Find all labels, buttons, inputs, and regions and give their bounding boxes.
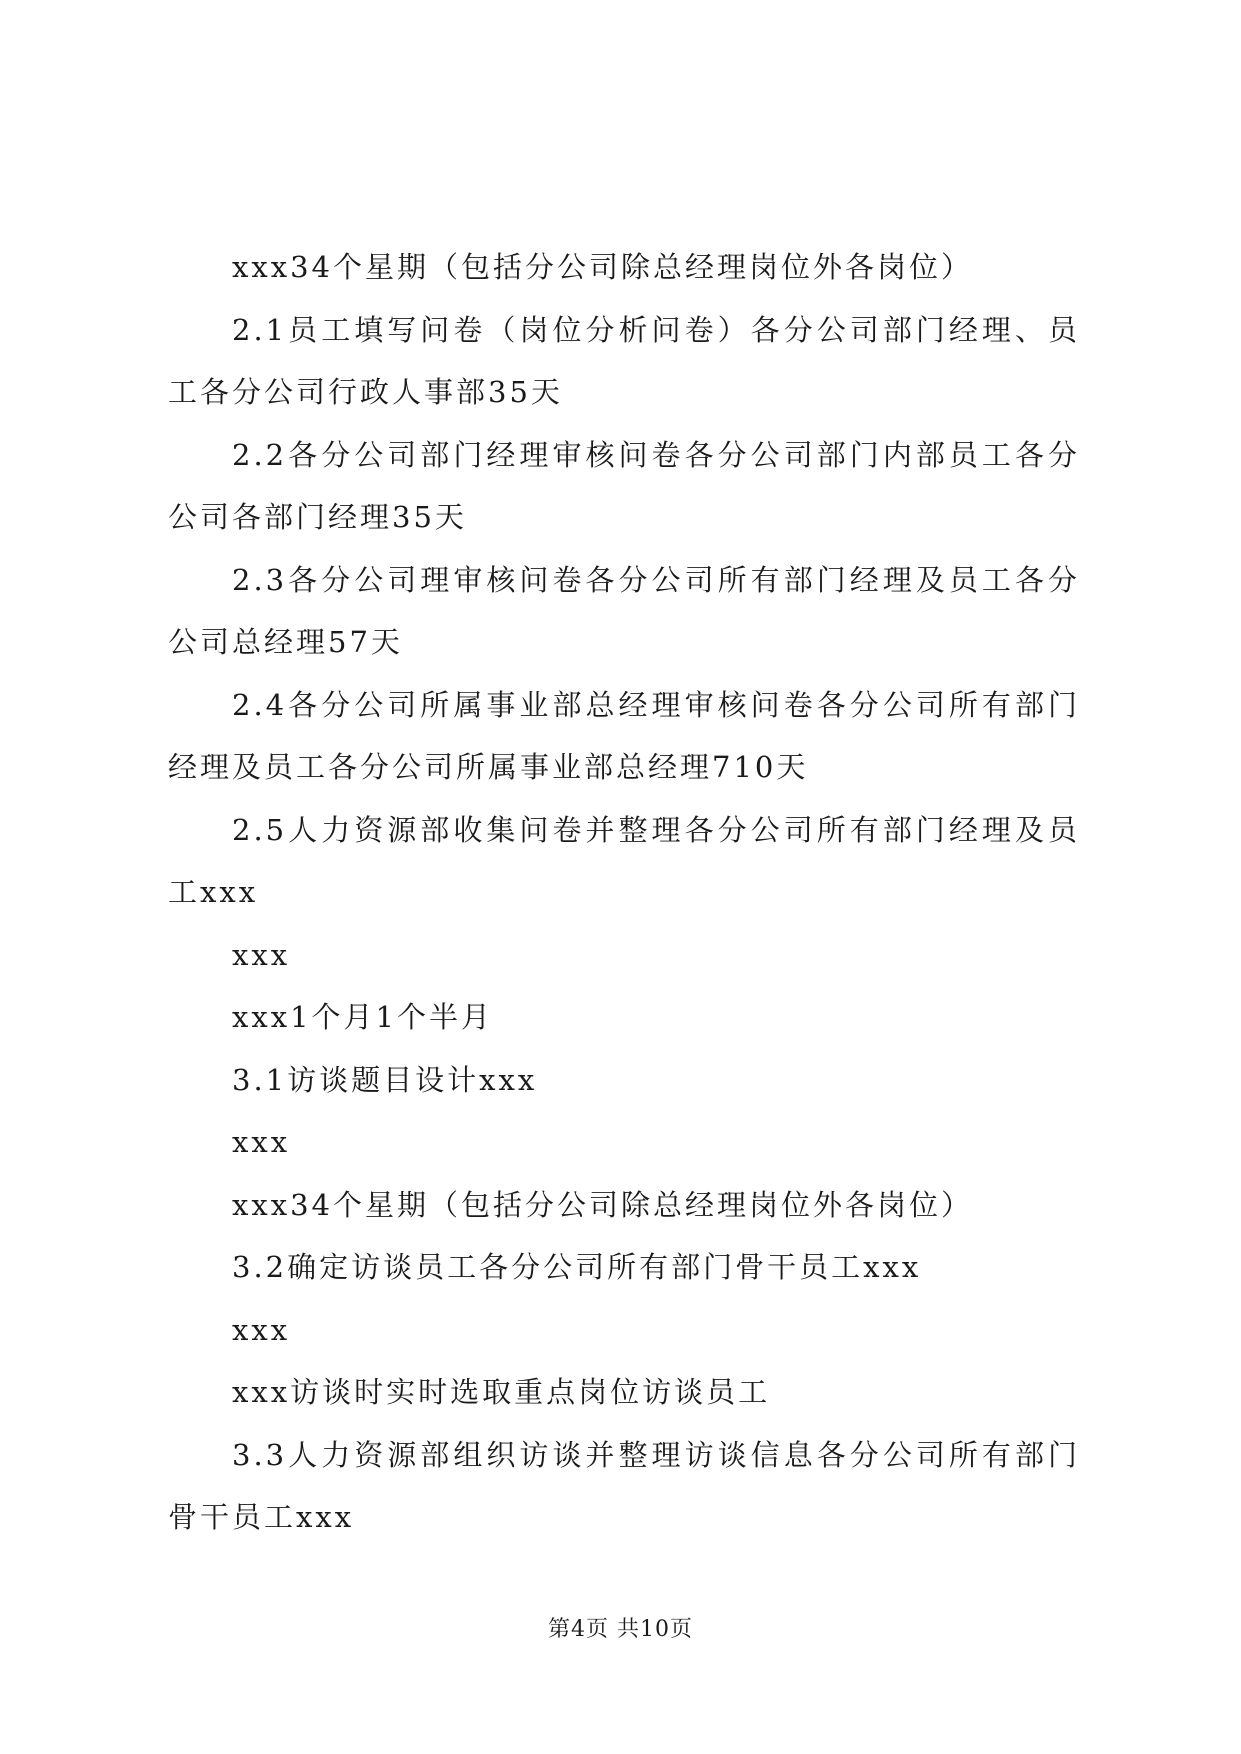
paragraph: 3.3人力资源部组织访谈并整理访谈信息各分公司所有部门骨干员工xxx xyxy=(168,1437,1080,1534)
paragraph: xxx xyxy=(232,1125,291,1159)
paragraph: 2.1员工填写问卷（岗位分析问卷）各分公司部门经理、员工各分公司行政人事部35天 xyxy=(168,312,1080,409)
paragraph: xxx34个星期（包括分公司除总经理岗位外各岗位） xyxy=(232,1187,973,1222)
paragraph: 2.5人力资源部收集问卷并整理各分公司所有部门经理及员工xxx xyxy=(168,812,1080,909)
page-footer: 第4页 共10页 xyxy=(548,1617,693,1642)
document-body xyxy=(168,236,1080,1549)
paragraph: xxx1个月1个半月 xyxy=(232,1000,493,1034)
paragraph: 2.4各分公司所属事业部总经理审核问卷各分公司所有部门经理及员工各分公司所属事业部总经理710天 xyxy=(168,687,1080,784)
paragraph: xxx xyxy=(232,1312,291,1347)
paragraph: xxx34个星期（包括分公司除总经理岗位外各岗位） xyxy=(232,250,973,284)
paragraph: xxx访谈时实时选取重点岗位访谈员工 xyxy=(232,1375,771,1409)
paragraph: 3.1访谈题目设计xxx xyxy=(232,1062,538,1097)
paragraph: xxx xyxy=(232,937,291,972)
paragraph: 2.2各分公司部门经理审核问卷各分公司部门内部员工各分公司各部门经理35天 xyxy=(168,437,1080,534)
paragraph: 3.2确定访谈员工各分公司所有部门骨干员工xxx xyxy=(232,1250,922,1284)
paragraph: 2.3各分公司理审核问卷各分公司所有部门经理及员工各分公司总经理57天 xyxy=(168,562,1080,659)
